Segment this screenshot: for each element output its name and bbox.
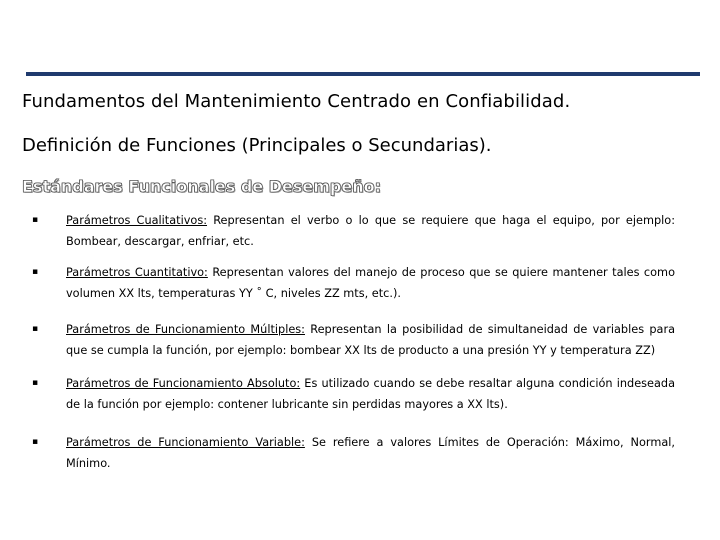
page-subtitle: Definición de Funciones (Principales o Secundarias).	[22, 135, 492, 156]
item-term: Parámetros de Funcionamiento Absoluto:	[66, 377, 301, 390]
bullet-icon: ▪	[32, 378, 39, 388]
list-item	[30, 262, 675, 304]
bullet-icon: ▪	[32, 215, 39, 225]
item-term: Parámetros Cuantitativo:	[66, 266, 208, 279]
parameter-list	[30, 210, 675, 474]
item-text: Se refiere a valores Límites de Operación: Máximo, Normal, Mínimo.	[66, 436, 676, 470]
list-item	[30, 373, 675, 415]
item-term: Parámetros de Funcionamiento Variable:	[66, 436, 305, 449]
bullet-icon: ▪	[32, 267, 39, 277]
section-heading: Estándares Funcionales de Desempeño:	[22, 177, 382, 196]
top-divider-rule	[26, 72, 700, 76]
item-text: Representan la posibilidad de simultaneidad de variables para que se cumpla la función, por ejemplo: bombear XX lts de producto a una presión YY y temperatura ZZ)	[66, 323, 676, 357]
item-text: Es utilizado cuando se debe resaltar alguna condición indeseada de la función por ejemplo: contener lubricante sin perdidas mayores a XX lts).	[66, 377, 675, 411]
bullet-icon: ▪	[32, 324, 39, 334]
bullet-icon: ▪	[32, 437, 39, 447]
item-text: Representan el verbo o lo que se requiere que haga el equipo, por ejemplo: Bombear, descargar, enfriar, etc.	[66, 214, 675, 248]
list-item	[30, 432, 675, 474]
item-text: Representan valores del manejo de proceso que se quiere mantener tales como volumen XX lts, temperaturas YY ˚ C, niveles ZZ mts, etc.).	[66, 266, 675, 300]
list-item	[30, 319, 675, 361]
item-term: Parámetros Cualitativos:	[66, 214, 208, 227]
item-term: Parámetros de Funcionamiento Múltiples:	[66, 323, 305, 336]
list-item	[30, 210, 675, 252]
page-title: Fundamentos del Mantenimiento Centrado en Confiabilidad.	[22, 91, 571, 112]
